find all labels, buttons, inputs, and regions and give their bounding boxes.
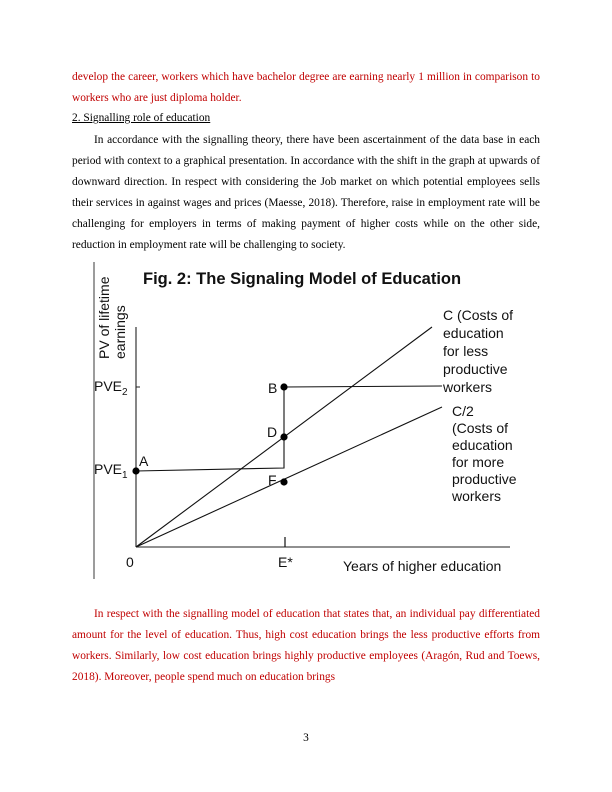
section-heading: 2. Signalling role of education xyxy=(72,112,211,124)
signaling-model-chart xyxy=(92,257,538,582)
line-c-label xyxy=(442,307,517,395)
line-c-label-2: education xyxy=(443,325,504,341)
page-number: 3 xyxy=(303,732,309,744)
line-c-label-5: workers xyxy=(443,379,493,395)
point-f-marker xyxy=(280,478,287,485)
pve2-main: PVE xyxy=(94,378,123,394)
line-c-label-1: C (Costs of xyxy=(443,307,514,323)
pve2-sub: 2 xyxy=(122,387,128,398)
origin-label: 0 xyxy=(126,554,134,570)
signaling-model-figure xyxy=(92,257,538,582)
line-c-label-4: productive xyxy=(443,361,508,377)
pve1-label xyxy=(94,461,128,481)
point-b-marker xyxy=(280,383,287,390)
line-c2-label-2: (Costs of xyxy=(452,420,509,436)
y-axis-label-line2: earnings xyxy=(112,305,128,359)
line-c2-label-1: C/2 xyxy=(452,403,474,419)
line-c2-label-5: productive xyxy=(452,471,517,487)
pve2-label xyxy=(94,378,128,398)
point-f-label: F xyxy=(268,472,277,488)
point-a-label: A xyxy=(139,453,149,469)
cost-line-c2 xyxy=(136,407,442,547)
estar-label: E* xyxy=(278,554,293,570)
line-c2-label-4: for more xyxy=(452,454,505,470)
body-paragraph: In accordance with the signalling theory, there have been ascertainment of the data base in each period with context to a graphical presentation. In accordance with the shift in the graph at upwards of downward direction. In respect with considering the Job market on which potential employees sells their services in against wages and prices (Maesse, 2018). Therefore, raise in employment rate will be challenging for employers in terms of making payment of higher costs while on the other side, reduction in employment rate will be challenging to society. xyxy=(72,134,540,251)
point-b-label: B xyxy=(268,380,278,396)
closing-paragraph: In respect with the signalling model of education that states that, an individual pay differentiated amount for the level of education. Thus, high cost education brings the less productive efforts from workers. Similarly, low cost education brings highly productive employees (Aragón, Rud and Toews, 2018). Moreover, people spend much on education brings xyxy=(72,608,540,683)
x-axis-label: Years of higher education xyxy=(343,558,502,574)
point-d-marker xyxy=(280,433,287,440)
pve1-main: PVE xyxy=(94,461,123,477)
point-d-label: D xyxy=(267,424,278,440)
intro-paragraph: develop the career, workers which have bachelor degree are earning nearly 1 million in comparison to workers who are just diploma holder. xyxy=(72,71,540,104)
figure-title: Fig. 2: The Signaling Model of Education xyxy=(143,270,462,288)
y-axis-label-line1: PV of lifetime xyxy=(96,276,112,359)
y-axis-label xyxy=(96,276,128,359)
pve1-sub: 1 xyxy=(122,470,128,481)
line-c-label-3: for less xyxy=(443,343,489,359)
line-c2-label-3: education xyxy=(452,437,513,453)
line-c2-label xyxy=(451,403,520,504)
line-c2-label-6: workers xyxy=(452,488,502,504)
